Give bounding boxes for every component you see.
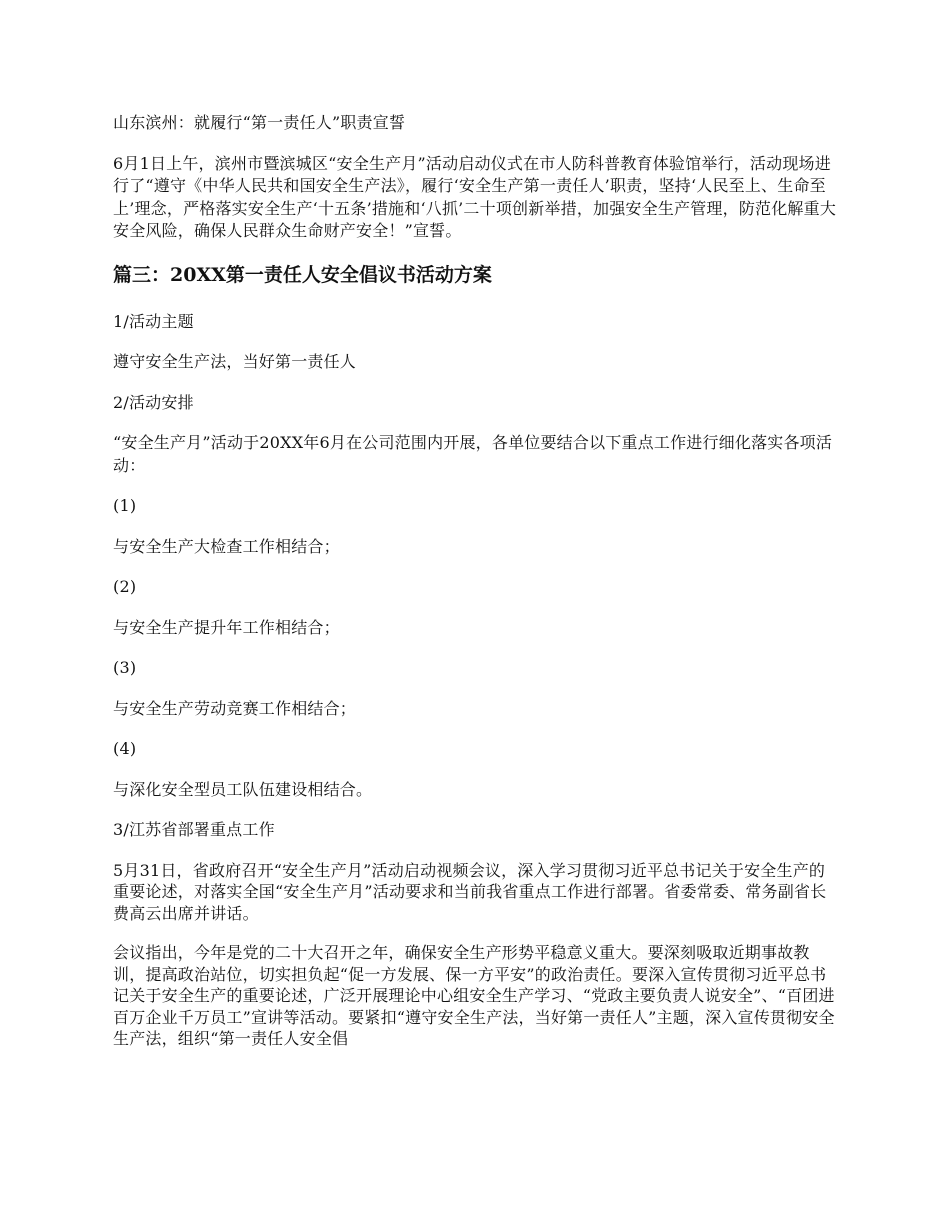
- list-item-text: 与安全生产提升年工作相结合；: [113, 617, 340, 637]
- list-item-number: (1): [113, 496, 137, 515]
- section-heading: 篇三：20XX第一责任人安全倡议书活动方案: [113, 263, 492, 286]
- list-item-text: 与深化安全型员工队伍建设相结合。: [113, 779, 373, 799]
- list-item-number: (2): [113, 577, 137, 596]
- document-body: [113, 112, 838, 1050]
- jiangsu-paragraph-1: 5月31日，省政府召开“安全生产月”活动启动视频会议，深入学习贯彻习近平总书记关于安全生产的重要论述，对落实全国“安全生产月”活动要求和当前我省重点工作进行部署。省委常委、常务副省长费高云出席并讲话。: [113, 860, 827, 923]
- list-item-text: 与安全生产大检查工作相结合；: [113, 536, 340, 556]
- list-item-number: (4): [113, 739, 137, 758]
- jiangsu-heading: 3/江苏省部署重点工作: [113, 820, 275, 839]
- intro-paragraph: 6月1日上午，滨州市暨滨城区“安全生产月”活动启动仪式在市人防科普教育体验馆举行，活动现场进行了“遵守《中华人民共和国安全生产法》，履行‘安全生产第一责任人’职责，坚持‘人民至上、生命至上’理念，严格落实安全生产‘十五条’措施和‘八抓’二十项创新举措，加强安全生产管理，防范化解重大安全风险，确保人民群众生命财产安全！”宣誓。: [113, 153, 837, 240]
- arrangement-text: “安全生产月”活动于20XX年6月在公司范围内开展，各单位要结合以下重点工作进行细化落实各项活动：: [113, 433, 833, 475]
- theme-heading: 1/活动主题: [113, 311, 194, 331]
- list-item-text: 与安全生产劳动竞赛工作相结合；: [113, 698, 357, 718]
- arrangement-heading: 2/活动安排: [113, 392, 194, 412]
- list-item-number: (3): [113, 658, 137, 677]
- intro-title: 山东滨州：就履行“第一责任人”职责宣誓: [113, 113, 406, 132]
- jiangsu-paragraph-2: 会议指出，今年是党的二十大召开之年，确保安全生产形势平稳意义重大。要深刻吸取近期事故教训，提高政治站位，切实担负起“促一方发展、保一方平安”的政治责任。要深入宣传贯彻习近平总书记关于安全生产的重要论述，广泛开展理论中心组安全生产学习、“党政主要负责人说安全”、“百团进百万企业千万员工”宣讲等活动。要紧扣“遵守安全生产法，当好第一责任人”主题，深入宣传贯彻安全生产法，组织“第一责任人安全倡: [113, 943, 835, 1048]
- theme-text: 遵守安全生产法，当好第一责任人: [113, 352, 357, 371]
